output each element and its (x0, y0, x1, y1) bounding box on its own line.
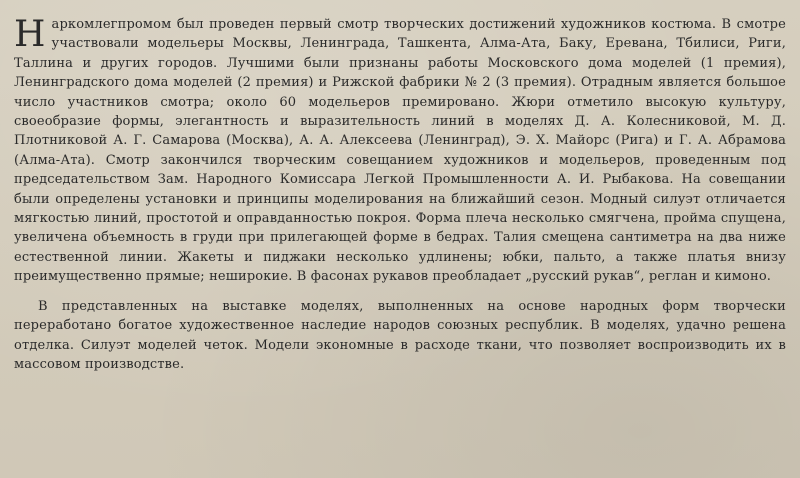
paragraph-1-text: аркомлегпромом был проведен первый смотр творческих достижений художников костюма. В смотре участвовали модельеры Москвы, Ленинграда, Ташкента, Алма-Ата, Баку, Еревана, Тбилиси, Риги, Таллина и других городов. Лучшими были признаны работы Московского дома моделей (1 премия), Ленинградского дома моделей (2 премия) и Рижской фабрики № 2 (3 премия). Отрадным является большое число участников смотра; около 60 модельеров премировано. Жюри отметило высокую культуру, своеобразие формы, элегантность и выразительность линий в моделях Д. А. Колесниковой, М. Д. Плотниковой А. Г. Самарова (Москва), А. А. Алексеева (Ленинград), Э. Х. Майорс (Рига) и Г. А. Абрамова (Алма-Ата). Смотр закончился творческим совещанием художников и модельеров, проведенным под председательством Зам. Народного Комиссара Легкой Промышленности А. И. Рыбакова. На совещании были определены установки и принципы моделирования на ближайший сезон. Модный силуэт отличается мягкостью линий, простотой и оправданностью покроя. Форма плеча несколько смягчена, пройма спущена, увеличена объемность в груди при прилегающей форме в бедрах. Талия смещена сантиметра на два ниже естественной линии. Жакеты и пиджаки несколько удлинены; юбки, пальто, а также платья внизу преимущественно прямые; неширокие. В фасонах рукавов преобладает „русский рукав“, реглан и кимоно. (14, 17, 786, 285)
paragraph-1 (14, 15, 786, 287)
article-text (14, 15, 786, 374)
paragraph-2: В представленных на выставке моделях, выполненных на основе народных форм творчески переработано богатое художественное наследие народов союзных республик. В моделях, удачно решена отделка. Силуэт моделей четок. Модели экономные в расходе ткани, что позволяет воспроизводить их в массовом производстве. (14, 298, 786, 372)
drop-cap-letter: Н (14, 14, 46, 55)
